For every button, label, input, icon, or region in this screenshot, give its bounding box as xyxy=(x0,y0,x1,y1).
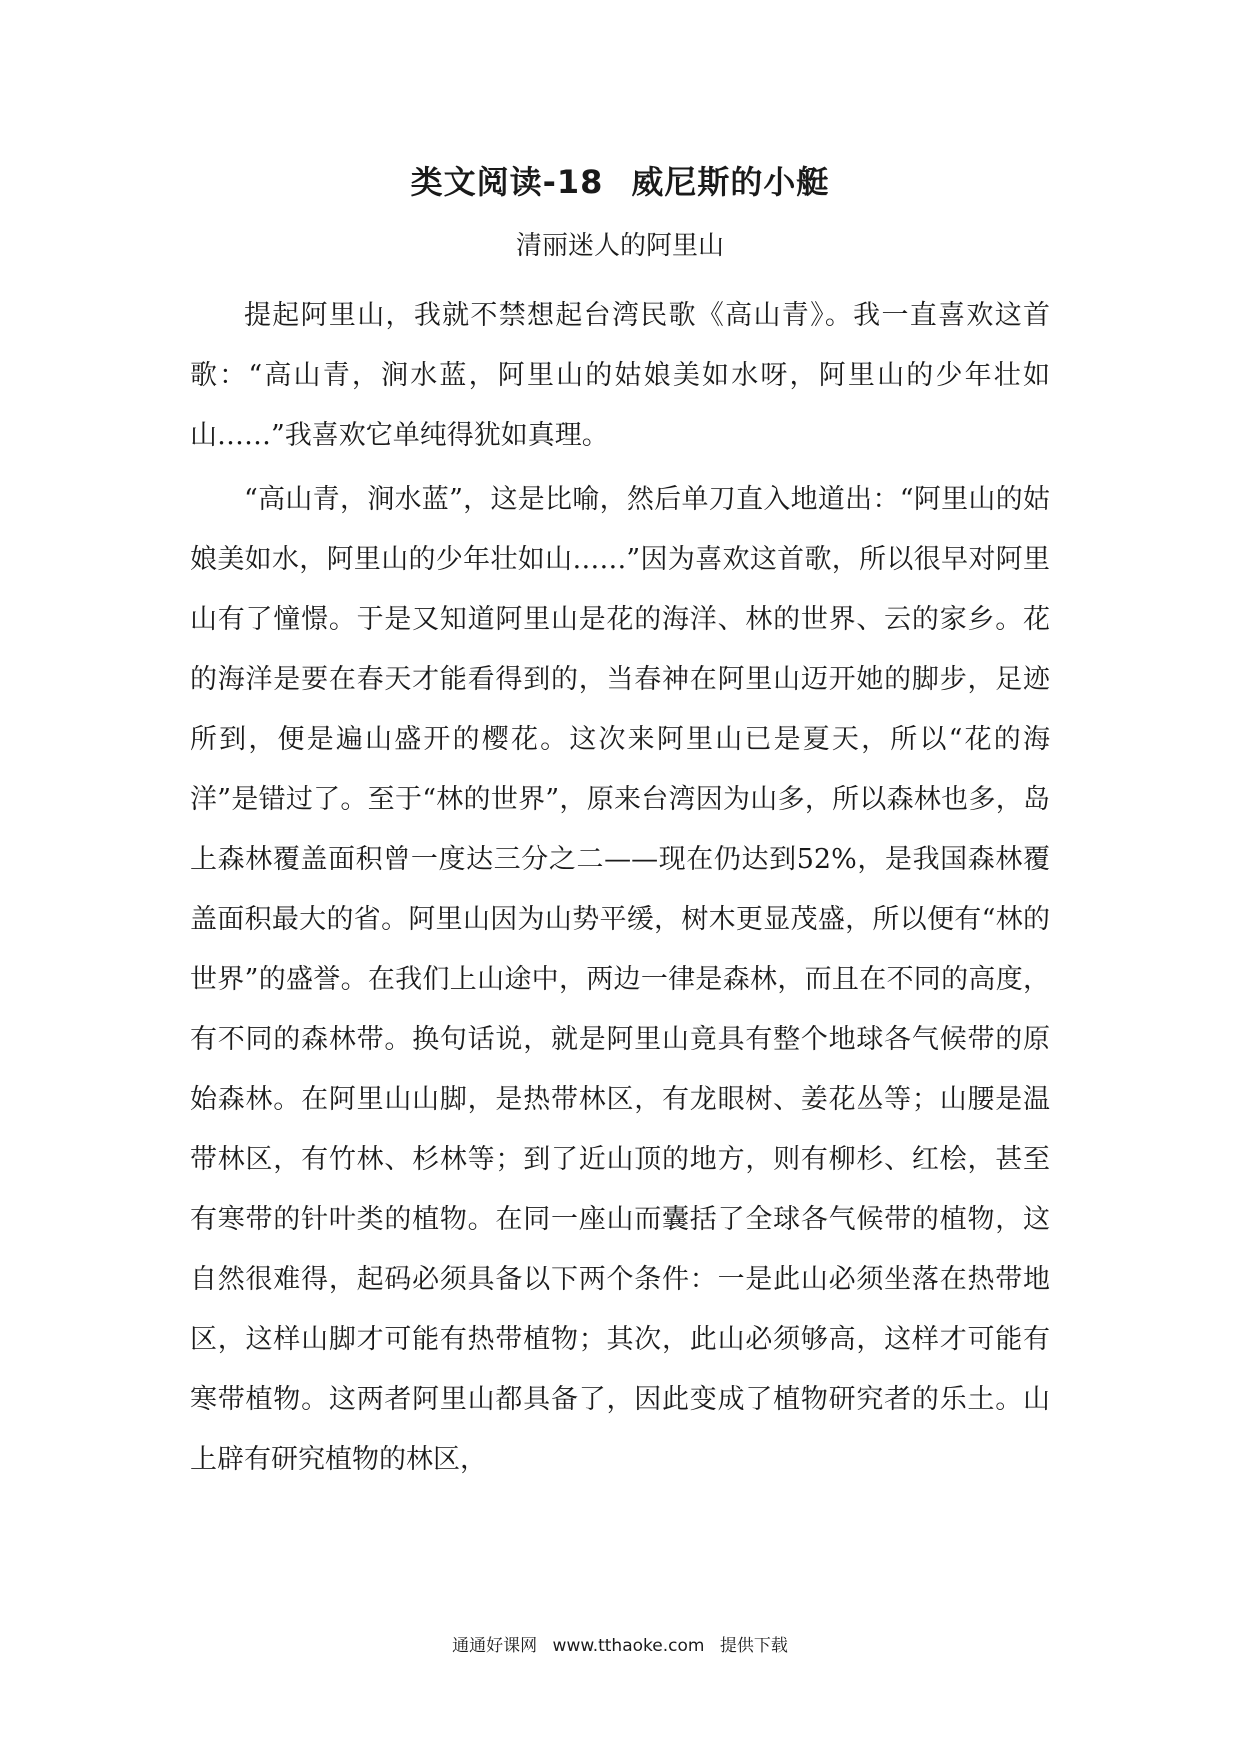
paragraph: “高山青，涧水蓝”，这是比喻，然后单刀直入地道出：“阿里山的姑娘美如水，阿里山的少年壮如山……”因为喜欢这首歌，所以很早对阿里山有了憧憬。于是又知道阿里山是花的海洋、林的世界、云的家乡。花的海洋是要在春天才能看得到的，当春神在阿里山迈开她的脚步，足迹所到，便是遍山盛开的樱花。这次来阿里山已是夏天，所以“花的海洋”是错过了。至于“林的世界”，原来台湾因为山多，所以森林也多，岛上森林覆盖面积曾一度达三分之二——现在仍达到52%，是我国森林覆盖面积最大的省。阿里山因为山势平缓，树木更显茂盛，所以便有“林的世界”的盛誉。在我们上山途中，两边一律是森林，而且在不同的高度，有不同的森林带。换句话说，就是阿里山竟具有整个地球各气候带的原始森林。在阿里山山脚，是热带林区，有龙眼树、姜花丛等；山腰是温带林区，有竹林、杉林等；到了近山顶的地方，则有柳杉、红桧，甚至有寒带的针叶类的植物。在同一座山而囊括了全球各气候带的植物，这自然很难得，起码必须具备以下两个条件：一是此山必须坐落在热带地区，这样山脚才可能有热带植物；其次，此山必须够高，这样才可能有寒带植物。这两者阿里山都具备了，因此变成了植物研究者的乐土。山上辟有研究植物的林区， xyxy=(190,484,1050,1475)
title-series: 类文阅读-18 xyxy=(410,163,604,201)
page-title xyxy=(0,160,1240,204)
page-footer xyxy=(0,1634,1240,1658)
footer-url: www.tthaoke.com xyxy=(552,1636,705,1656)
footer-site-name: 通通好课网 xyxy=(452,1636,538,1656)
paragraph: 提起阿里山，我就不禁想起台湾民歌《高山青》。我一直喜欢这首歌：“高山青，涧水蓝，阿里山的姑娘美如水呀，阿里山的少年壮如山……”我喜欢它单纯得犹如真理。 xyxy=(190,300,1050,451)
footer-note: 提供下载 xyxy=(719,1636,788,1656)
title-lesson: 威尼斯的小艇 xyxy=(631,163,830,201)
article-title: 清丽迷人的阿里山 xyxy=(515,231,724,261)
article-body xyxy=(190,286,1050,1494)
